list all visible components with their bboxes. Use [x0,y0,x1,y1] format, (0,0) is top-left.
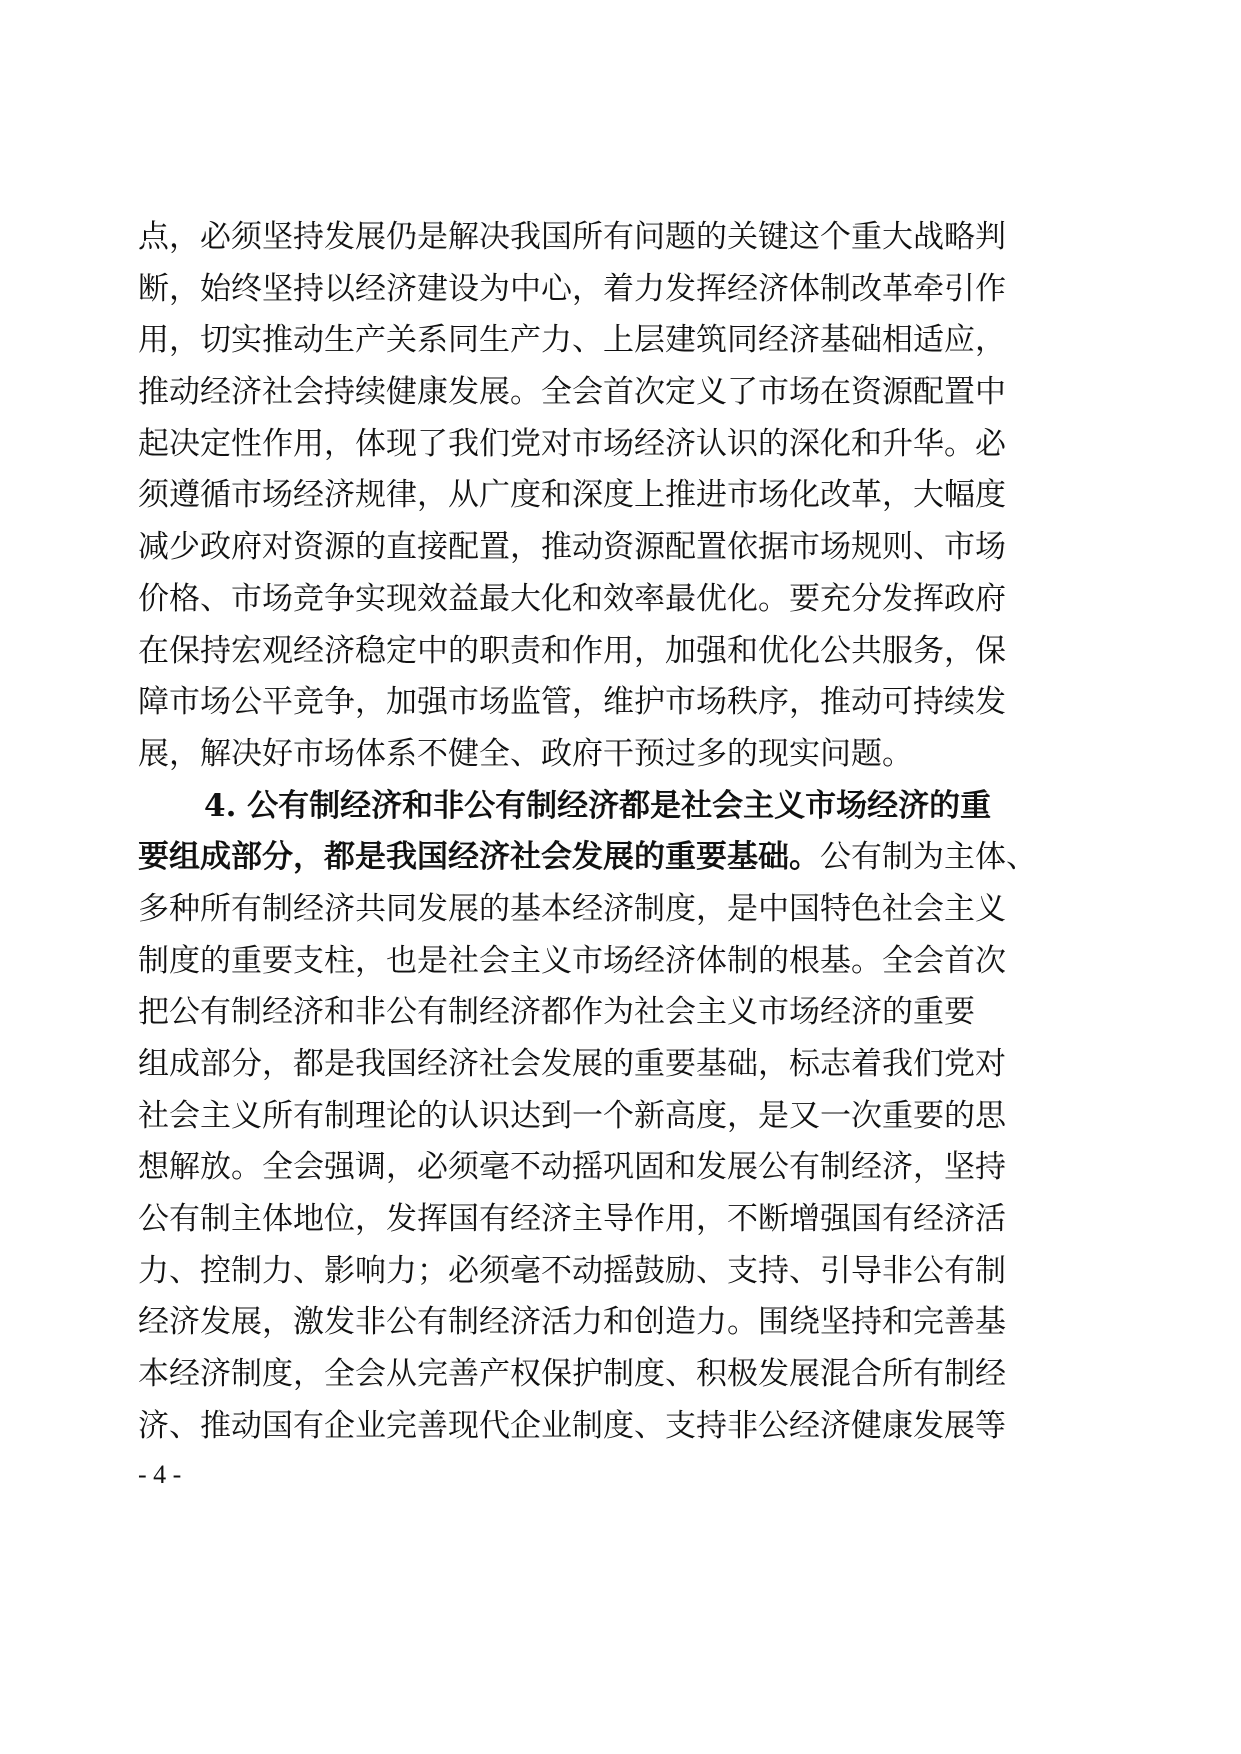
text-line: 减少政府对资源的直接配置，推动资源配置依据市场规则、市场 [138,529,1006,566]
text-line: 断，始终坚持以经济建设为中心，着力发挥经济体制改革牵引作 [138,270,1006,307]
paragraph-2 [138,781,1037,1453]
text-line: 价格、市场竞争实现效益最大化和效率最优化。要充分发挥政府 [138,580,1006,617]
text-line: 组成部分，都是我国经济社会发展的重要基础，标志着我们党对 [138,1046,1006,1082]
text-line: 推动经济社会持续健康发展。全会首次定义了市场在资源配置中 [138,374,1006,411]
section-heading-line-2 [138,832,1037,884]
section-heading-line-1: 4. 公有制经济和非公有制经济都是社会主义市场经济的重 [204,787,992,824]
text-line: 力、控制力、影响力；必须毫不动摇鼓励、支持、引导非公有制 [138,1252,1006,1289]
body-text-segment: 公有制为主体、 [820,839,1037,876]
text-line: 济、推动国有企业完善现代企业制度、支持非公经济健康发展等 [138,1407,1006,1444]
text-line: 用，切实推动生产关系同生产力、上层建筑同经济基础相适应， [138,322,1006,359]
text-line: 本经济制度，全会从完善产权保护制度、积极发展混合所有制经 [138,1356,1006,1393]
text-line: 起决定性作用，体现了我们党对市场经济认识的深化和升华。必 [138,425,1006,462]
text-line: 展，解决好市场体系不健全、政府干预过多的现实问题。 [138,735,913,772]
text-line: 须遵循市场经济规律，从广度和深度上推进市场化改革，大幅度 [138,477,1006,514]
text-line: 障市场公平竞争，加强市场监管，维护市场秩序，推动可持续发 [138,684,1006,721]
document-body [138,212,1037,1453]
section-heading-bold-text: 要组成部分，都是我国经济社会发展的重要基础。 [138,839,820,876]
text-line: 社会主义所有制理论的认识达到一个新高度，是又一次重要的思 [138,1097,1006,1134]
text-line: 把公有制经济和非公有制经济都作为社会主义市场经济的重要 [138,994,975,1031]
text-line: 多种所有制经济共同发展的基本经济制度，是中国特色社会主义 [138,890,1006,927]
page-number: - 4 - [138,1460,182,1489]
text-line: 点，必须坚持发展仍是解决我国所有问题的关键这个重大战略判 [138,219,1006,255]
text-line: 公有制主体地位，发挥国有经济主导作用，不断增强国有经济活 [138,1201,1006,1238]
text-line: 想解放。全会强调，必须毫不动摇巩固和发展公有制经济，坚持 [138,1149,1006,1186]
text-line: 经济发展，激发非公有制经济活力和创造力。围绕坚持和完善基 [138,1304,1006,1341]
text-line: 制度的重要支柱，也是社会主义市场经济体制的根基。全会首次 [138,942,1006,979]
paragraph-1 [138,212,1006,781]
paragraph-2-lines [138,884,1006,1453]
text-line: 在保持宏观经济稳定中的职责和作用，加强和优化公共服务，保 [138,632,1006,669]
